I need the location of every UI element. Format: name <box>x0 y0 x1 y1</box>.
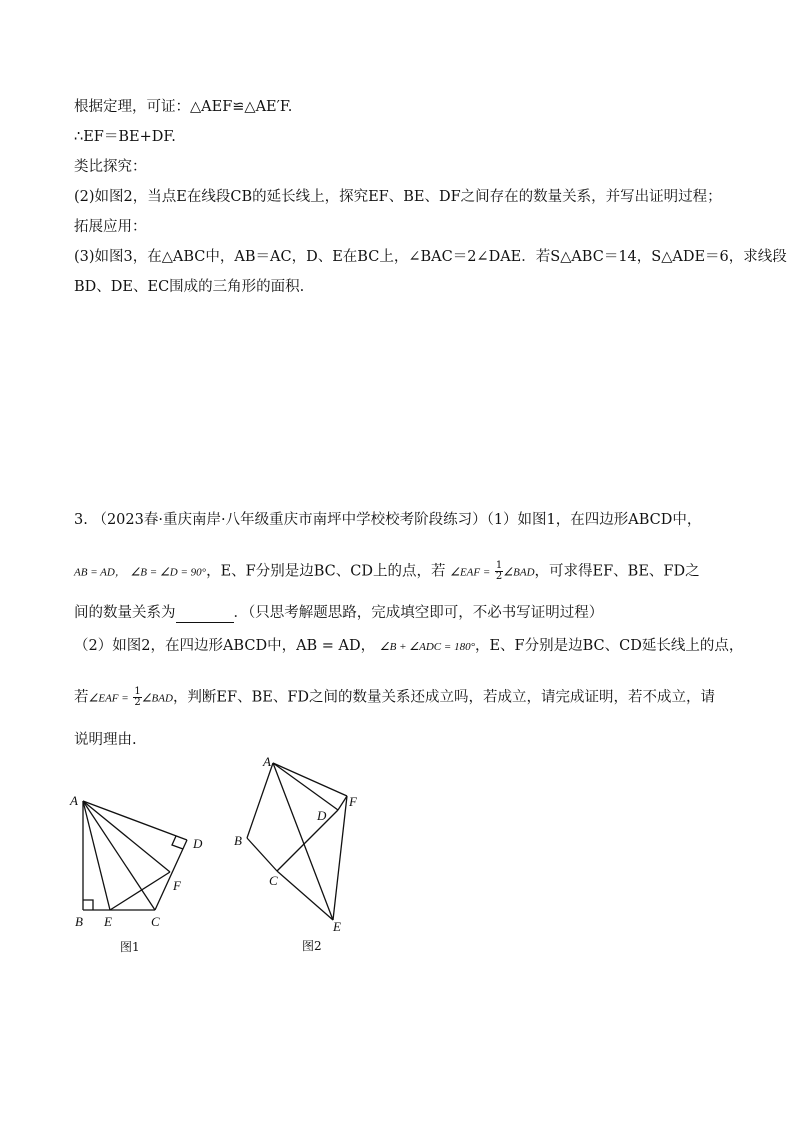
relation-prompt: 间的数量关系为 <box>74 605 176 621</box>
fig2-edge-ad <box>273 763 338 810</box>
fig2-segment-ef <box>333 796 347 920</box>
fig1-right-angle-b <box>83 900 93 910</box>
cond-supplementary: ∠B + ∠ADC = 180° <box>379 641 475 653</box>
fraction-one-half-2 <box>133 687 141 708</box>
part2-question: ，判断EF、BE、FD之间的数量关系还成立吗，若成立，请完成证明，若不成立，请 <box>172 689 716 706</box>
fig1-label-c: C <box>151 914 160 929</box>
fig1-caption: 图1 <box>120 940 140 954</box>
problem-3-conditions <box>74 561 700 583</box>
question-3-text: (3)如图3，在△ABC中，AB＝AC，D、E在BC上，∠BAC＝2∠DAE．若S△ABC＝14，S△ADE＝6，求线段 <box>74 249 787 265</box>
angle-bad-label-2: ∠BAD <box>141 692 173 705</box>
fig1-label-f: F <box>173 878 181 893</box>
fig2-ext-bce <box>277 871 333 920</box>
fig2-segment-ae <box>273 763 333 920</box>
fig2-label-c: C <box>269 873 278 888</box>
problem-3-part2-cond <box>74 687 715 709</box>
fig2-label-e: E <box>333 919 341 934</box>
angle-bad-label: ∠BAD <box>503 566 535 579</box>
answer-blank[interactable] <box>176 608 234 623</box>
problem-3-part2-end: 说明理由. <box>74 732 137 748</box>
section-heading-extension: 拓展应用： <box>74 219 147 235</box>
fig1-segment-ae <box>83 801 110 910</box>
fraction-one-half <box>495 561 503 582</box>
cond-points-ef: ，E、F分别是边BC、CD上的点，若 <box>206 563 446 580</box>
relation-tail: ，可求得EF、BE、FD之 <box>534 563 700 580</box>
problem-number: 3. <box>74 512 88 528</box>
problem-source: （2023春·重庆南岸·八年级重庆市南坪中学校校考阶段练习） <box>92 512 487 528</box>
figure-2 <box>225 748 375 963</box>
fraction-numerator: 1 <box>495 560 503 571</box>
angle-eaf-label: ∠EAF = <box>450 566 491 579</box>
question-2-text: (2)如图2，当点E在线段CB的延长线上，探究EF、BE、DF之间存在的数量关系，并写出证明过程； <box>74 189 722 205</box>
problem-3-part2 <box>74 636 743 657</box>
fig1-segment-af <box>83 801 170 872</box>
fig1-label-e: E <box>104 914 112 929</box>
fig1-edge-da <box>83 801 187 840</box>
fig2-label-b: B <box>234 833 242 848</box>
fig2-edge-cd <box>277 810 338 871</box>
problem-3-blank-line <box>74 603 603 623</box>
part2-intro: （2）如图2，在四边形ABCD中，AB = AD， <box>74 638 376 654</box>
fig2-caption: 图2 <box>302 939 322 953</box>
fig2-edge-ab <box>247 763 273 838</box>
fig2-label-d: D <box>317 808 327 823</box>
section-heading-analogy: 类比探究： <box>74 159 147 175</box>
fig1-label-b: B <box>75 914 83 929</box>
fig1-edge-cd <box>155 840 187 910</box>
fig1-label-d: D <box>193 836 203 851</box>
fig2-edge-bc <box>247 838 277 871</box>
fig2-label-a: A <box>263 754 271 769</box>
cond-right-angles: ∠B = ∠D = 90° <box>130 566 207 579</box>
angle-eaf-label-2: ∠EAF = <box>88 692 129 705</box>
part2-points: ，E、F分别是边BC、CD延长线上的点， <box>474 638 744 654</box>
problem-3-header <box>74 510 701 530</box>
proof-line-conclusion: ∴EF＝BE+DF. <box>74 129 176 145</box>
fraction-numerator-2: 1 <box>134 686 141 697</box>
hint-note: ．（只思考解题思路，完成填空即可，不必书写证明过程） <box>233 605 604 621</box>
figure-1 <box>60 780 220 960</box>
question-3-text-cont: BD、DE、EC围成的三角形的面积. <box>74 279 305 295</box>
fraction-denominator: 2 <box>495 571 503 582</box>
fig1-label-a: A <box>70 793 78 808</box>
problem-part1-intro: （1）如图1，在四边形ABCD中， <box>486 512 702 528</box>
part2-if: 若 <box>74 689 89 706</box>
cond-ab-ad: AB = AD， <box>74 566 126 579</box>
fig1-segment-ac <box>83 801 155 910</box>
fig2-label-f: F <box>349 794 357 809</box>
fraction-denominator-2: 2 <box>134 697 141 708</box>
proof-line-congruent: 根据定理，可证：△AEF≌△AE′F. <box>74 99 293 115</box>
fig1-segment-ef <box>110 872 170 910</box>
